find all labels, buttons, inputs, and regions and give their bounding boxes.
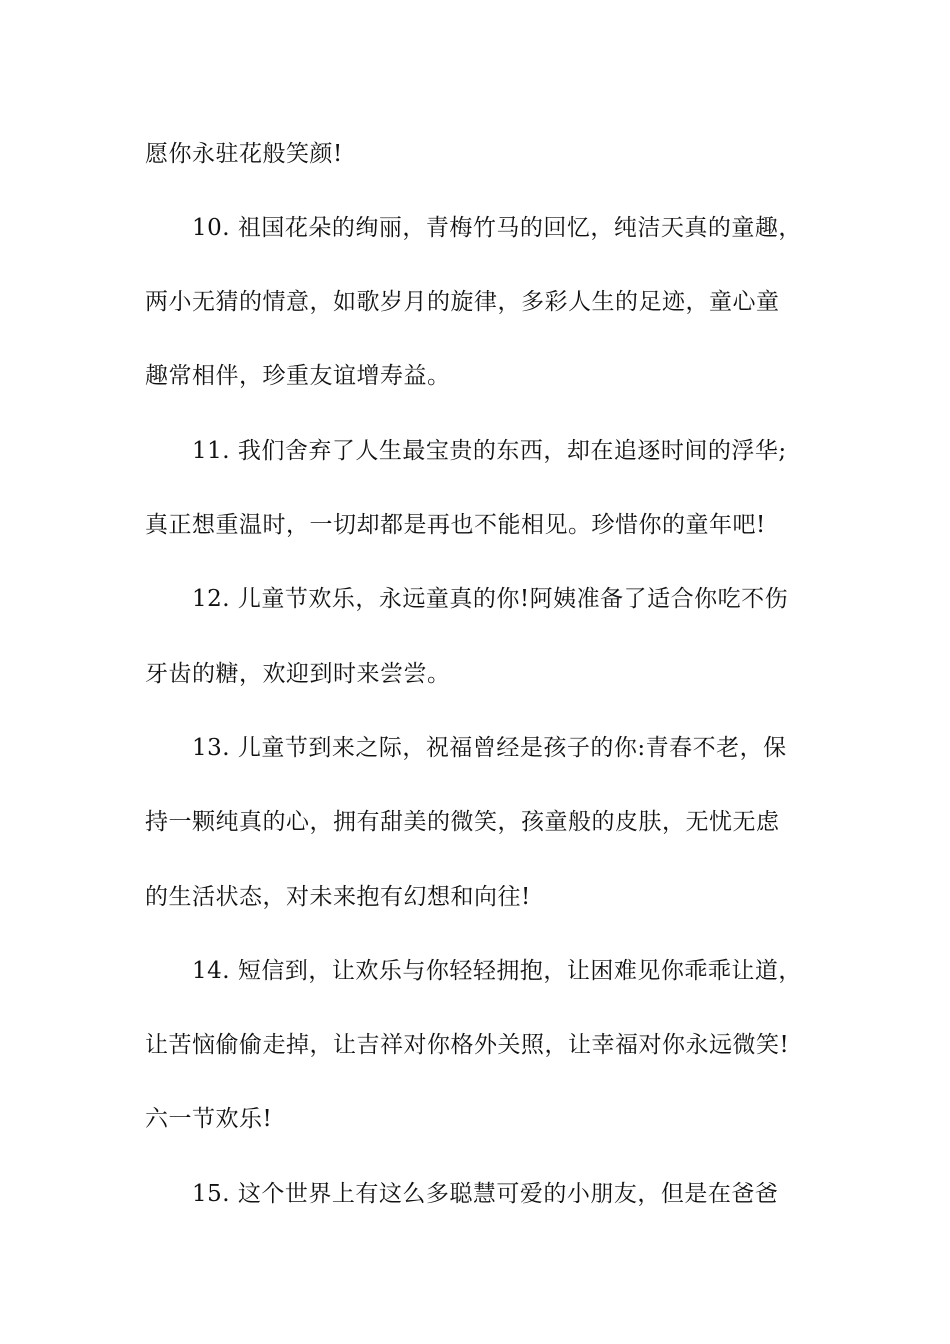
- text-line: 牙齿的糖，欢迎到时来尝尝。: [145, 661, 451, 687]
- text-line: 愿你永驻花般笑颜!: [145, 141, 343, 167]
- text-line: 两小无猜的情意，如歌岁月的旋律，多彩人生的足迹，童心童: [145, 289, 780, 315]
- text-line: 15. 这个世界上有这么多聪慧可爱的小朋友，但是在爸爸: [192, 1181, 779, 1207]
- text-line: 持一颗纯真的心，拥有甜美的微笑，孩童般的皮肤，无忧无虑: [145, 809, 780, 835]
- text-line: 14. 短信到，让欢乐与你轻轻拥抱，让困难见你乖乖让道，: [192, 958, 802, 984]
- text-line: 的生活状态，对未来抱有幻想和向往!: [145, 884, 531, 910]
- text-line: 趣常相伴，珍重友谊增寿益。: [145, 363, 451, 389]
- text-line: 11. 我们舍弃了人生最宝贵的东西，却在追逐时间的浮华;: [192, 438, 787, 464]
- text-line: 12. 儿童节欢乐，永远童真的你!阿姨准备了适合你吃不伤: [192, 586, 789, 612]
- text-line: 让苦恼偷偷走掉，让吉祥对你格外关照，让幸福对你永远微笑!: [145, 1032, 790, 1058]
- text-line: 真正想重温时，一切却都是再也不能相见。珍惜你的童年吧!: [145, 512, 766, 538]
- text-line: 13. 儿童节到来之际，祝福曾经是孩子的你:青春不老，保: [192, 735, 787, 761]
- text-line: 六一节欢乐!: [145, 1106, 273, 1132]
- text-line: 10. 祖国花朵的绚丽，青梅竹马的回忆，纯洁天真的童趣，: [192, 215, 802, 241]
